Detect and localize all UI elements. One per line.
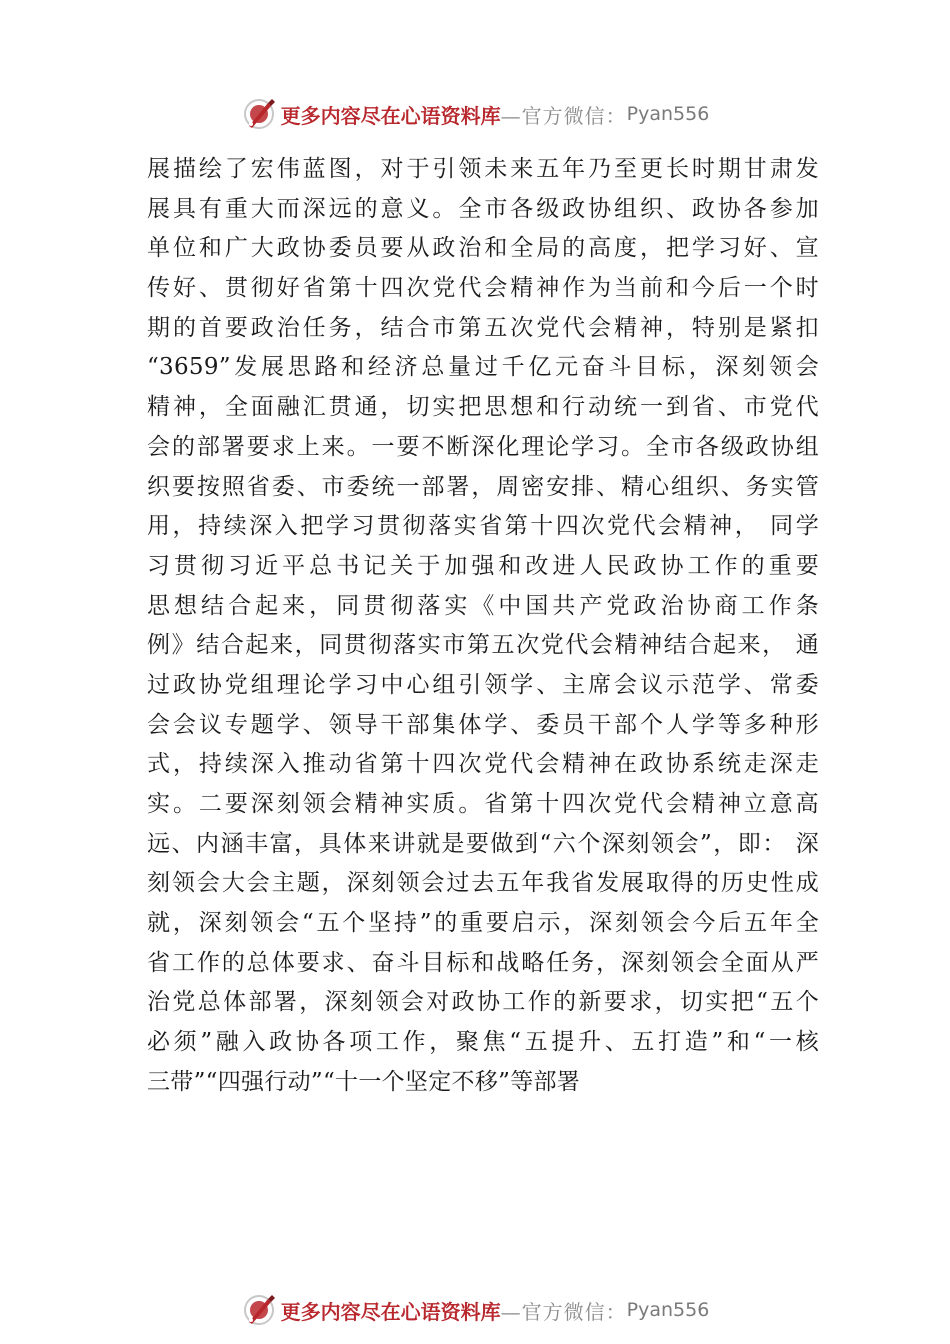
body-line: 会的部署要求上来。一要不断深化理论学习。全市各级政协组	[147, 433, 819, 460]
body-line: 必须”融入政协各项工作，聚焦“五提升、五打造”和“一核	[147, 1029, 819, 1056]
watermark-wechat-id: Pyan556	[626, 1299, 710, 1321]
watermark-prefix: 更多内容尽在心语资料库	[280, 1299, 501, 1324]
document-body	[147, 150, 819, 1103]
body-line: 用，持续深入把学习贯彻落实省第十四次党代会精神， 同学	[147, 513, 819, 540]
body-line: 展具有重大而深远的意义。全市各级政协组织、政协各参加	[147, 195, 819, 222]
body-line: 精神，全面融汇贯通，切实把思想和行动统一到省、市党代	[147, 394, 819, 421]
body-line: 刻领会大会主题，深刻领会过去五年我省发展取得的历史性成	[147, 870, 819, 897]
body-line: 单位和广大政协委员要从政治和全局的高度，把学习好、宣	[147, 235, 819, 262]
watermark-wechat-id: Pyan556	[626, 103, 710, 125]
body-line: 实。二要深刻领会精神实质。省第十四次党代会精神立意高	[147, 791, 819, 817]
watermark-middle: —官方微信：	[500, 1299, 627, 1324]
body-line: 例》结合起来，同贯彻落实市第五次党代会精神结合起来， 通	[147, 632, 819, 659]
watermark-middle: —官方微信：	[500, 103, 627, 128]
body-line: “3659”发展思路和经济总量过千亿元奋斗目标，深刻领会	[147, 354, 819, 381]
body-line: 式，持续深入推动省第十四次党代会精神在政协系统走深走	[147, 751, 819, 778]
pen-seal-icon	[241, 96, 277, 132]
body-line: 三带”“四强行动”“十一个坚定不移”等部署	[147, 1068, 581, 1095]
pen-seal-icon	[241, 1292, 277, 1328]
footer-watermark	[0, 1290, 950, 1330]
body-line: 省工作的总体要求、奋斗目标和战略任务，深刻领会全面从严	[147, 949, 819, 976]
body-line: 展描绘了宏伟蓝图，对于引领未来五年乃至更长时期甘肃发	[147, 156, 819, 182]
watermark-prefix: 更多内容尽在心语资料库	[280, 103, 501, 128]
body-line: 习贯彻习近平总书记关于加强和改进人民政协工作的重要	[147, 552, 819, 579]
body-line: 就，深刻领会“五个坚持”的重要启示，深刻领会今后五年全	[147, 910, 819, 937]
body-line: 期的首要政治任务，结合市第五次党代会精神，特别是紧扣	[147, 314, 819, 341]
body-line: 治党总体部署，深刻领会对政协工作的新要求，切实把“五个	[147, 989, 819, 1016]
body-line: 远、内涵丰富，具体来讲就是要做到“六个深刻领会”，即： 深	[147, 830, 819, 857]
body-line: 织要按照省委、市委统一部署，周密安排、精心组织、务实管	[147, 473, 819, 500]
body-line: 传好、贯彻好省第十四次党代会精神作为当前和今后一个时	[147, 275, 819, 302]
header-watermark	[0, 94, 950, 134]
body-line: 会会议专题学、领导干部集体学、委员干部个人学等多种形	[147, 711, 819, 738]
body-line: 过政协党组理论学习中心组引领学、主席会议示范学、常委	[147, 671, 819, 698]
body-line: 思想结合起来，同贯彻落实《中国共产党政治协商工作条	[147, 592, 819, 619]
